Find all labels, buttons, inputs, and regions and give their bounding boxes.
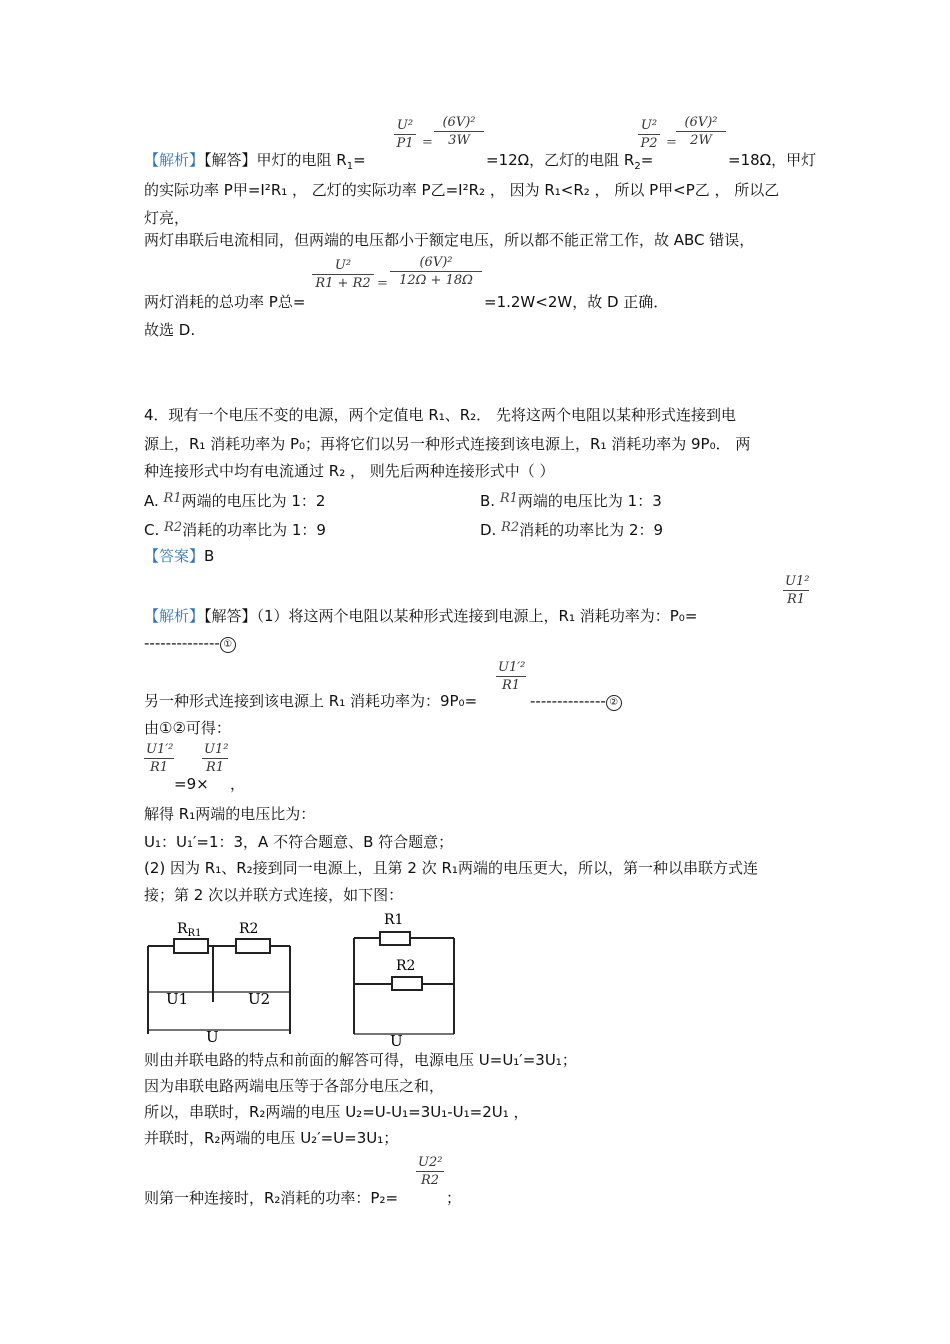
answer-value: B [204,547,215,565]
fraction-u1-r1 [783,574,809,607]
option-symbol: R1 [499,491,518,506]
fraction-u1-r1-eq [202,742,228,775]
denominator: R2 [420,1173,440,1188]
numerator: U² [334,258,352,273]
circuit-diagrams [144,906,464,1046]
solution-line-1 [144,606,697,626]
solution-line-6: U₁：U₁′=1：3，A 不符合题意、B 符合题意； [144,833,454,851]
denominator: R1 [149,760,169,775]
option-text: 两端的电压比为 1：3 [517,492,662,510]
analysis-line-4: 两灯串联后电流相同，但两端的电压都小于额定电压，所以都不能正常工作，故 ABC 错误， [144,231,755,249]
series-circuit [148,939,290,1034]
denominator: R1 [205,760,225,775]
fraction-u1prime-r1-eq [144,742,174,775]
label-r1-parallel: R1 [384,912,404,928]
option-text: 消耗的功率比为 2：9 [519,521,664,539]
label-u2: U2 [248,990,271,1008]
question-4-line-1: 4．现有一个电压不变的电源，两个定值电 R₁、R₂． 先将这两个电阻以某种形式连接到电 [144,406,736,424]
fraction-6v-2w [676,115,726,148]
solution-line-13: 则第一种连接时，R₂消耗的功率：P₂= [144,1189,399,1207]
option-text: 两端的电压比为 1：2 [181,492,326,510]
question-4-line-3: 种连接形式中均有电流通过 R₂ ， 则先后两种连接形式中（ ） [144,462,555,480]
analysis-line-6: 故选 D. [144,321,196,339]
fraction-total-power [312,258,374,291]
solution-line-7: (2) 因为 R₁、R₂接到同一电源上，且第 2 次 R₁两端的电压更大，所以，第一种以串联方式连 [144,859,758,877]
denominator: 2W [690,133,712,148]
solution-line-2 [144,633,236,653]
option-d[interactable] [480,518,663,540]
numerator: U1² [204,742,229,757]
label-u1: U1 [166,990,189,1008]
analysis-tag: 【解析】 [144,151,205,169]
denominator: 3W [448,133,470,148]
denominator: R1 [501,678,521,693]
answer-tag: 【答案】 [144,547,205,565]
equals-sign: = [666,135,677,150]
denominator: 12Ω + 18Ω [399,273,473,288]
numerator: (6V)² [684,115,718,130]
option-letter: D. [480,521,497,539]
solution-line-5: 解得 R₁两端的电压比为： [144,805,316,823]
numerator: U1′² [146,742,174,757]
denominator: P1 [396,136,414,151]
analysis-line-5: 两灯消耗的总功率 P总= [144,293,306,311]
numerator: U² [640,118,658,133]
numerator: U² [396,118,414,133]
circled-two: ② [606,695,622,711]
solution-line-10: 因为串联电路两端电压等于各部分电压之和， [144,1077,445,1095]
parallel-circuit [354,932,454,1034]
label-u-parallel: U [390,1032,403,1046]
fraction-u1prime-r1 [496,660,526,693]
analysis-line-1-cont: =12Ω，乙灯的电阻 $R_2=$ [486,151,654,172]
option-letter: C. [144,521,160,539]
solution-line-9: 则由并联电路的特点和前面的解答可得，电源电压 U=U₁′=3U₁； [144,1051,577,1069]
numerator: U2² [418,1155,443,1170]
fraction-u2-p2 [638,118,660,151]
fraction-total-values [390,255,482,288]
denominator: P2 [640,136,658,151]
option-letter: A. [144,492,159,510]
option-symbol: R1 [163,491,182,506]
label-u: U [206,1028,219,1046]
answer-line [144,546,214,566]
option-b[interactable] [480,489,662,511]
text: = [640,151,654,169]
option-letter: B. [480,492,496,510]
option-symbol: R2 [164,520,183,535]
option-symbol: R2 [501,520,520,535]
fraction-6v-3w [434,115,484,148]
solution-line-11: 所以，串联时，R₂两端的电压 U₂=U-U₁=3U₁-U₁=2U₁ ， [144,1103,529,1121]
label-r2: R2 [239,921,259,937]
analysis-tag: 【解析】 [144,607,205,625]
option-a[interactable] [144,489,325,511]
multiply-nine: =9× [174,775,209,793]
analysis-line-2: 的实际功率 P甲=I²R₁ ， 乙灯的实际功率 P乙=I²R₂ ， 因为 R₁<R₂ ， 所以 P甲<P乙 ， 所以乙 [144,181,780,199]
option-text: 消耗的功率比为 1：9 [182,521,326,539]
denominator: R1 + R2 [315,276,371,291]
label-r1: $R_{R1}$ [177,921,202,939]
solution-line-3: 另一种形式连接到该电源上 R₁ 消耗功率为：9P₀= [144,692,478,710]
analysis-line-3: 灯亮， [144,209,190,227]
equals-sign: = [377,276,388,291]
text: = [353,151,366,169]
fraction-u2-p1 [394,118,416,151]
comma: ， [230,775,246,793]
question-4-line-2: 源上，R₁ 消耗功率为 P₀；再将它们以另一种形式连接到该电源上，R₁ 消耗功率为 9P₀． 两 [144,435,751,453]
dashes: -------------- [144,634,220,652]
numerator: (6V)² [419,255,453,270]
analysis-line-1-end: =18Ω，甲灯 [728,151,817,169]
solution-line-4: 由①②可得： [144,719,231,737]
analysis-line-1: 【解析】【解答】甲灯的电阻 $R_1=$ [144,151,366,172]
equals-sign: = [422,135,433,150]
option-c[interactable] [144,518,326,540]
solution-line-12: 并联时，R₂两端的电压 U₂′=U=3U₁； [144,1129,399,1147]
dashes: -------------- [530,692,606,710]
numerator: U1′² [498,660,526,675]
solution-line-3-end [530,691,622,711]
fraction-u2-r2 [416,1155,444,1188]
semicolon: ； [446,1189,462,1207]
circled-one: ① [220,637,236,653]
solution-line-8: 接；第 2 次以并联方式连接，如下图： [144,886,404,904]
document-page [144,0,817,1344]
text: 【解答】甲灯的电阻 R [204,151,347,169]
text: =12Ω，乙灯的电阻 R [486,151,635,169]
denominator: R1 [786,592,806,607]
analysis-line-5-end: =1.2W<2W，故 D 正确． [484,293,669,311]
label-r2-parallel: R2 [396,958,416,974]
numerator: (6V)² [442,115,476,130]
numerator: U1² [785,574,810,589]
text: 【解答】（1）将这两个电阻以某种形式连接到电源上，R₁ 消耗功率为：P₀= [204,607,698,625]
